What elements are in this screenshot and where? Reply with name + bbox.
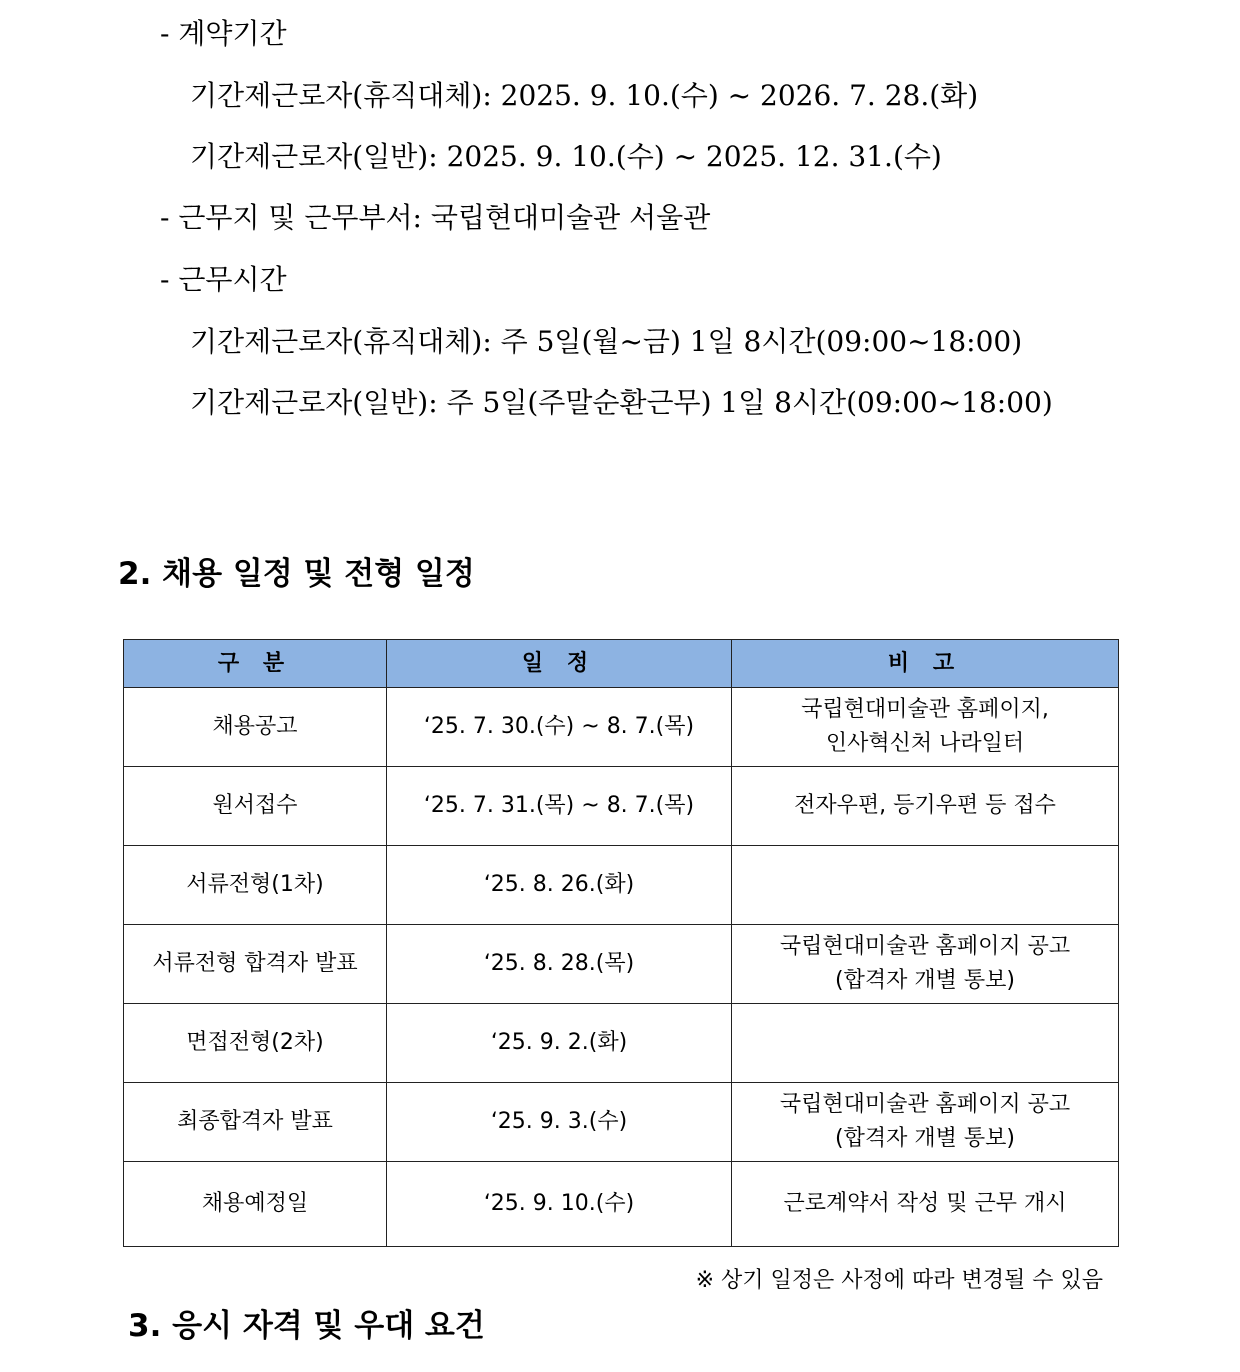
section-3-title: 3. 응시 자격 및 우대 요건 — [128, 1308, 485, 1344]
row-note-line: (합격자 개별 통보) — [835, 1126, 1015, 1151]
row-category: 최종합격자 발표 — [124, 1083, 387, 1162]
row-note — [732, 846, 1119, 925]
schedule-table — [123, 639, 1119, 1247]
contract-period-line: 기간제근로자(휴직대체): 2025. 9. 10.(수) ~ 2026. 7. 28.(화) — [190, 79, 979, 112]
row-note — [732, 1004, 1119, 1083]
table-row — [124, 1083, 1119, 1162]
header-category: 구 분 — [124, 640, 387, 688]
hours-line: 기간제근로자(휴직대체): 주 5일(월~금) 1일 8시간(09:00~18:00) — [190, 325, 1023, 358]
row-note-line: 인사혁신처 나라일터 — [825, 731, 1025, 756]
row-schedule: ‘25. 9. 10.(수) — [387, 1162, 732, 1247]
table-row — [124, 846, 1119, 925]
row-category: 원서접수 — [124, 767, 387, 846]
row-note-line: (합격자 개별 통보) — [835, 968, 1015, 993]
row-note-line: 국립현대미술관 홈페이지 공고 — [779, 1092, 1071, 1117]
table-row — [124, 767, 1119, 846]
row-note-line: 근로계약서 작성 및 근무 개시 — [783, 1191, 1067, 1216]
hours-line: 기간제근로자(일반): 주 5일(주말순환근무) 1일 8시간(09:00~18:00) — [190, 386, 1053, 419]
contract-period-label: - 계약기간 — [160, 17, 287, 50]
header-schedule: 일 정 — [387, 640, 732, 688]
row-category: 면접전형(2차) — [124, 1004, 387, 1083]
table-row — [124, 925, 1119, 1004]
row-note — [732, 1083, 1119, 1162]
section-2-title: 2. 채용 일정 및 전형 일정 — [118, 556, 475, 592]
header-note: 비 고 — [732, 640, 1119, 688]
row-schedule: ‘25. 7. 30.(수) ~ 8. 7.(목) — [387, 688, 732, 767]
row-category: 채용예정일 — [124, 1162, 387, 1247]
table-row — [124, 1004, 1119, 1083]
schedule-footnote: ※ 상기 일정은 사정에 따라 변경될 수 있음 — [695, 1268, 1103, 1293]
row-schedule: ‘25. 8. 26.(화) — [387, 846, 732, 925]
row-note — [732, 767, 1119, 846]
workplace-line: - 근무지 및 근무부서: 국립현대미술관 서울관 — [160, 201, 711, 234]
row-note — [732, 688, 1119, 767]
row-note — [732, 925, 1119, 1004]
row-category: 서류전형 합격자 발표 — [124, 925, 387, 1004]
row-category: 채용공고 — [124, 688, 387, 767]
table-header-row — [124, 640, 1119, 688]
table-row — [124, 688, 1119, 767]
row-schedule: ‘25. 9. 3.(수) — [387, 1083, 732, 1162]
row-note-line: 국립현대미술관 홈페이지, — [801, 697, 1049, 722]
row-note-line: 전자우편, 등기우편 등 접수 — [794, 793, 1056, 818]
row-schedule: ‘25. 7. 31.(목) ~ 8. 7.(목) — [387, 767, 732, 846]
contract-period-line: 기간제근로자(일반): 2025. 9. 10.(수) ~ 2025. 12. 31.(수) — [190, 140, 942, 173]
schedule-table-body — [124, 688, 1119, 1247]
row-category: 서류전형(1차) — [124, 846, 387, 925]
row-schedule: ‘25. 8. 28.(목) — [387, 925, 732, 1004]
row-note-line: 국립현대미술관 홈페이지 공고 — [779, 934, 1071, 959]
hours-label: - 근무시간 — [160, 263, 287, 296]
row-note — [732, 1162, 1119, 1247]
row-schedule: ‘25. 9. 2.(화) — [387, 1004, 732, 1083]
table-row — [124, 1162, 1119, 1247]
